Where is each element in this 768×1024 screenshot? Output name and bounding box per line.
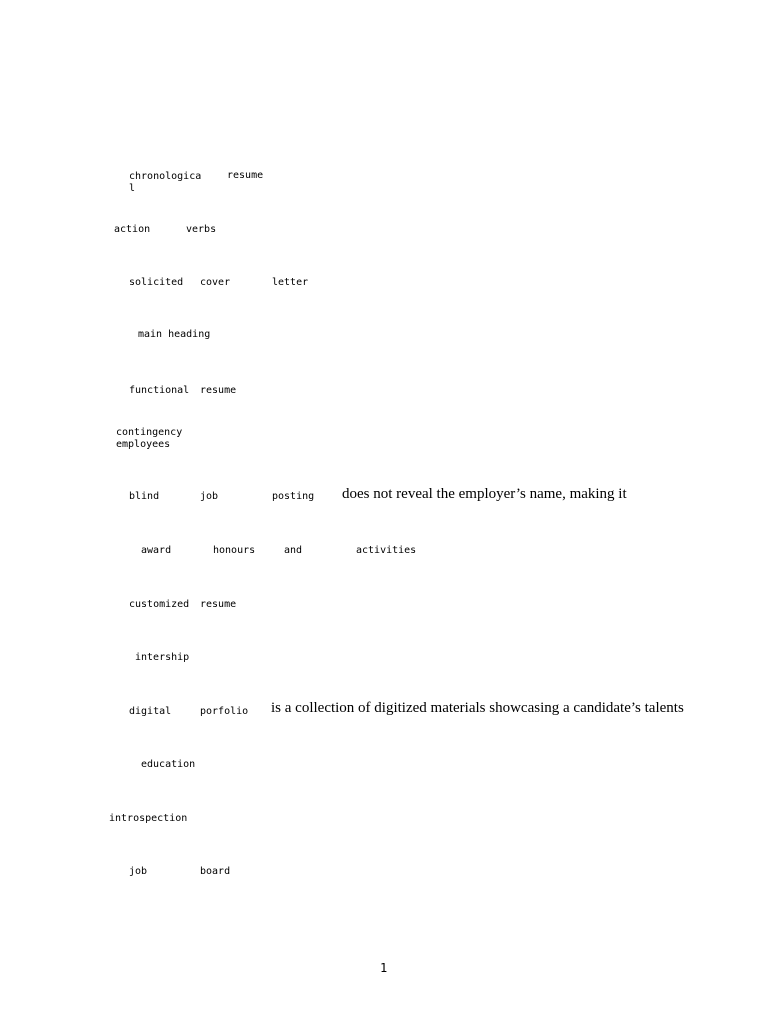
term-customized-resume: resume <box>200 599 237 610</box>
term-verbs: verbs <box>186 224 217 235</box>
term-education: education <box>141 759 196 770</box>
term-honours: honours <box>213 545 256 556</box>
term-chronological-part2: l <box>129 183 136 194</box>
term-cover: cover <box>200 277 231 288</box>
term-award: award <box>141 545 172 556</box>
term-board: board <box>200 866 231 877</box>
term-job: job <box>200 491 219 502</box>
term-introspection: introspection <box>109 813 188 824</box>
term-intership: intership <box>135 652 190 663</box>
term-chronological-part1: chronologica <box>129 171 202 182</box>
term-letter: letter <box>272 277 309 288</box>
term-solicited: solicited <box>129 277 184 288</box>
term-main-heading: main heading <box>138 329 211 340</box>
term-job-board-job: job <box>129 866 148 877</box>
page-number: 1 <box>380 961 388 975</box>
term-functional-resume: resume <box>200 385 237 396</box>
term-posting: posting <box>272 491 315 502</box>
term-porfolio: porfolio <box>200 706 249 717</box>
term-action: action <box>114 224 151 235</box>
term-blind: blind <box>129 491 160 502</box>
term-digital: digital <box>129 706 172 717</box>
term-activities: activities <box>356 545 417 556</box>
term-functional: functional <box>129 385 190 396</box>
term-employees: employees <box>116 439 171 450</box>
term-and: and <box>284 545 303 556</box>
term-contingency: contingency <box>116 427 183 438</box>
term-customized: customized <box>129 599 190 610</box>
definition-blind-job-posting: does not reveal the employer’s name, making it <box>342 486 627 502</box>
definition-digital-porfolio: is a collection of digitized materials showcasing a candidate’s talents <box>271 700 684 716</box>
term-resume: resume <box>227 170 264 181</box>
